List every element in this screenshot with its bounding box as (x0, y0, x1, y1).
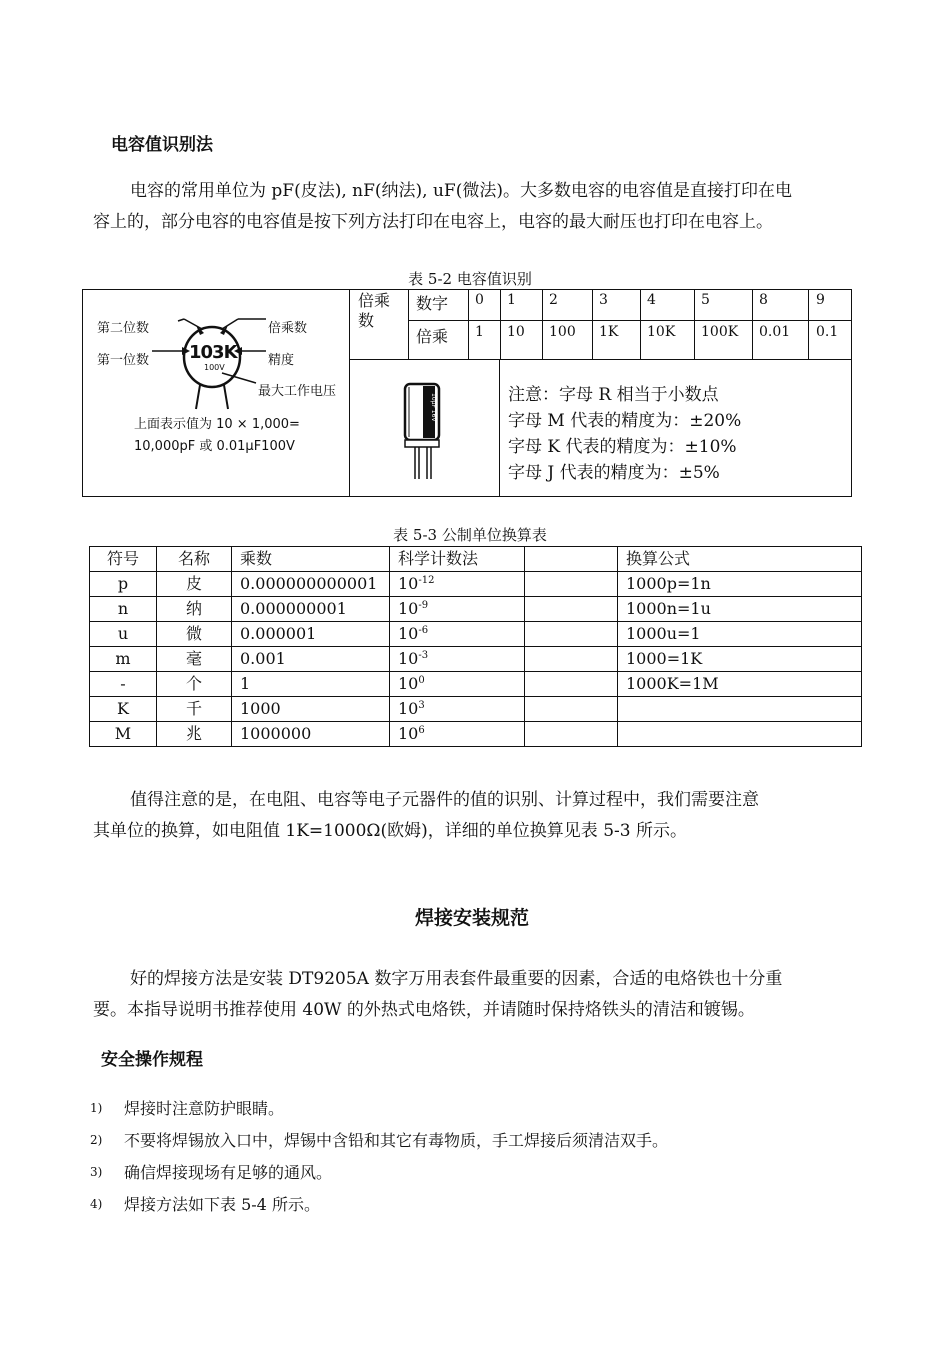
multiplier-cell: 100K (701, 324, 739, 340)
label-first-digit: 第一位数 (97, 353, 150, 368)
cell-multiplier: 1000000 (232, 722, 390, 747)
cell-symbol: u (90, 622, 157, 647)
cell-name: 千 (157, 697, 232, 722)
note-line: 字母 K 代表的精度为：±10% (508, 437, 737, 457)
list-number: 2) (90, 1133, 103, 1147)
table-53 (89, 546, 862, 747)
intro-line-2: 容上的，部分电容的电容值是按下列方法打印在电容上，电容的最大耐压也打印在电容上。 (93, 212, 773, 232)
header-empty (525, 547, 618, 572)
cell-name: 个 (157, 672, 232, 697)
multiplier-cell: 100 (549, 324, 576, 340)
multiplier-cell: 1 (475, 324, 484, 340)
list-number: 3) (90, 1165, 103, 1179)
sci-exponent: 0 (418, 675, 425, 686)
cell-empty (525, 672, 618, 697)
cell-formula (618, 722, 862, 747)
cell-formula: 1000=1K (618, 647, 862, 672)
header-scientific: 科学计数法 (390, 547, 525, 572)
sci-base: 10 (398, 599, 419, 618)
multiplier-cell: 0.1 (816, 324, 839, 340)
cell-name: 皮 (157, 572, 232, 597)
cell-name: 兆 (157, 722, 232, 747)
sci-base: 10 (398, 674, 419, 693)
cell-scientific (390, 697, 525, 722)
table-row (90, 722, 862, 747)
cell-symbol: m (90, 647, 157, 672)
section-title-soldering (0, 903, 950, 930)
safety-heading: 安全操作规程 (101, 1050, 203, 1070)
header-symbol: 符号 (90, 547, 157, 572)
cell-symbol: K (90, 697, 157, 722)
cell-empty (525, 697, 618, 722)
list-item: 确信焊接现场有足够的通风。 (124, 1163, 333, 1182)
cell-empty (525, 572, 618, 597)
table-row (90, 672, 862, 697)
multiplier-row-label: 倍乘 (416, 327, 449, 346)
unit-note-line-2: 其单位的换算，如电阻值 1K=1000Ω(欧姆)，详细的单位换算见表 5-3 所示。 (93, 821, 687, 841)
multiplier-header: 倍乘数 (358, 291, 391, 330)
sci-exponent: -9 (418, 600, 429, 611)
multiplier-cell: 0.01 (759, 324, 791, 340)
cell-name: 微 (157, 622, 232, 647)
table-row (90, 572, 862, 597)
cell-symbol: M (90, 722, 157, 747)
header-name: 名称 (157, 547, 232, 572)
cell-symbol: - (90, 672, 157, 697)
example-line-2: 10,000pF 或 0.01μF100V (134, 439, 295, 454)
digit-cell: 4 (647, 292, 656, 308)
cell-symbol: p (90, 572, 157, 597)
digit-cell: 5 (701, 292, 710, 308)
cell-scientific (390, 597, 525, 622)
note-line: 字母 J 代表的精度为：±5% (508, 463, 720, 483)
cell-formula: 1000K=1M (618, 672, 862, 697)
cell-multiplier: 0.000000001 (232, 597, 390, 622)
table-52 (82, 289, 852, 497)
header-formula: 换算公式 (618, 547, 862, 572)
section-heading-capacitance: 电容值识别法 (111, 135, 213, 155)
soldering-line-2: 要。本指导说明书推荐使用 40W 的外热式电烙铁，并请随时保持烙铁头的清洁和镀锡。 (93, 1000, 755, 1020)
multiplier-cell: 1K (599, 324, 619, 340)
list-item: 焊接方法如下表 5-4 所示。 (124, 1195, 320, 1214)
cell-empty (525, 622, 618, 647)
cell-formula: 1000p=1n (618, 572, 862, 597)
cell-multiplier: 0.000001 (232, 622, 390, 647)
list-item: 焊接时注意防护眼睛。 (124, 1099, 285, 1118)
intro-paragraph (93, 176, 853, 238)
table-header-row (90, 547, 862, 572)
sci-exponent: 6 (418, 725, 425, 736)
label-second-digit: 第二位数 (97, 321, 150, 336)
note-line: 字母 M 代表的精度为：±20% (508, 411, 742, 431)
soldering-line-1: 好的焊接方法是安装 DT9205A 数字万用表套件最重要的因素，合适的电烙铁也十分重 (130, 969, 783, 989)
digits-row-label: 数字 (416, 294, 449, 313)
cell-empty (525, 597, 618, 622)
cell-name: 纳 (157, 597, 232, 622)
cell-formula: 1000n=1u (618, 597, 862, 622)
digit-cell: 2 (549, 292, 558, 308)
capacitor-code-diagram (82, 289, 349, 497)
table-53-caption: 表 5-3 公制单位换算表 (393, 526, 547, 544)
table-row (90, 622, 862, 647)
header-multiplier: 乘数 (232, 547, 390, 572)
table-52-caption: 表 5-2 电容值识别 (408, 270, 532, 288)
cap-code-text: 103K (189, 342, 237, 363)
note-line: 注意：字母 R 相当于小数点 (508, 385, 719, 405)
cell-name: 毫 (157, 647, 232, 672)
sci-exponent: -6 (418, 625, 429, 636)
sci-base: 10 (398, 624, 419, 643)
cell-multiplier: 0.001 (232, 647, 390, 672)
digit-cell: 8 (759, 292, 768, 308)
label-multiplier: 倍乘数 (268, 321, 308, 336)
sci-base: 10 (398, 574, 419, 593)
table-row (90, 647, 862, 672)
cell-scientific (390, 672, 525, 697)
precision-notes (508, 382, 741, 486)
cell-empty (525, 647, 618, 672)
sci-base: 10 (398, 724, 419, 743)
table-row (90, 697, 862, 722)
list-item: 不要将焊锡放入口中，焊锡中含铅和其它有毒物质，手工焊接后须清洁双手。 (124, 1131, 669, 1150)
cell-empty (525, 722, 618, 747)
cell-symbol: n (90, 597, 157, 622)
intro-line-1: 电容的常用单位为 pF(皮法), nF(纳法), uF(微法)。大多数电容的电容值是直接打印在电 (130, 181, 792, 201)
cell-multiplier: 0.000000000001 (232, 572, 390, 597)
cell-scientific (390, 647, 525, 672)
multiplier-cell: 10K (647, 324, 676, 340)
unit-note-paragraph (93, 785, 853, 847)
soldering-paragraph (93, 964, 853, 1026)
label-precision: 精度 (268, 353, 295, 368)
cell-scientific (390, 722, 525, 747)
cell-multiplier: 1 (232, 672, 390, 697)
cell-scientific (390, 622, 525, 647)
multiplier-cell: 10 (507, 324, 525, 340)
digit-cell: 0 (475, 292, 484, 308)
cell-formula (618, 697, 862, 722)
cell-formula: 1000u=1 (618, 622, 862, 647)
digit-cell: 1 (507, 292, 516, 308)
unit-note-line-1: 值得注意的是，在电阻、电容等电子元器件的值的识别、计算过程中，我们需要注意 (130, 790, 759, 810)
section-title-text: 焊接安装规范 (414, 907, 529, 929)
label-max-voltage: 最大工作电压 (258, 384, 337, 399)
cap-voltage-text: 100V (204, 363, 225, 372)
sci-exponent: -3 (418, 650, 429, 661)
sci-exponent: -12 (418, 575, 435, 586)
list-number: 1) (90, 1101, 103, 1115)
cell-scientific (390, 572, 525, 597)
table-row (90, 597, 862, 622)
digit-cell: 3 (599, 292, 608, 308)
example-line-1: 上面表示值为 10 × 1,000= (134, 417, 300, 432)
list-number: 4) (90, 1197, 103, 1211)
cell-multiplier: 1000 (232, 697, 390, 722)
digit-cell: 9 (816, 292, 825, 308)
elec-cap-label: 10μF 16V (430, 393, 437, 422)
sci-base: 10 (398, 649, 419, 668)
sci-exponent: 3 (418, 700, 425, 711)
sci-base: 10 (398, 699, 419, 718)
